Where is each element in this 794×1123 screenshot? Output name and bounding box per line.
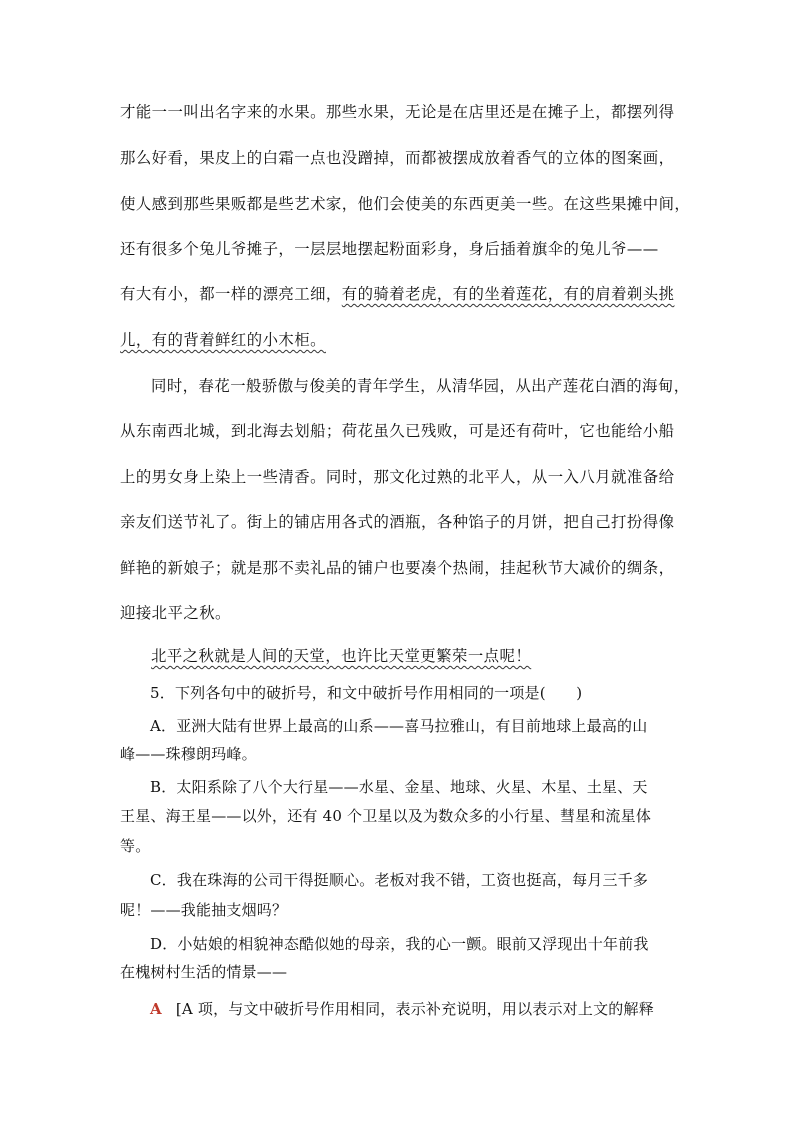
option-c: C．我在珠海的公司干得挺顺心。老板对我不错，工资也挺高，每月三千多 bbox=[150, 871, 649, 889]
passage-line: 才能一一叫出名字来的水果。那些水果，无论是在店里还是在摊子上，都摆列得 bbox=[120, 103, 675, 121]
passage-line: 还有很多个兔儿爷摊子，一层层地摆起粉面彩身，身后插着旗伞的兔儿爷—— bbox=[120, 240, 659, 258]
passage-line bbox=[120, 283, 674, 305]
passage-line: 上的男女身上染上一些清香。同时，那文化过熟的北平人，从一入八月就准备给 bbox=[120, 468, 675, 486]
underlined-phrase: 儿，有的背着鲜红的小木柜。 bbox=[120, 331, 326, 349]
underlined-phrase: 有的骑着老虎，有的坐着莲花，有的肩着剃头挑 bbox=[341, 285, 675, 303]
passage-line: 使人感到那些果贩都是些艺术家，他们会使美的东西更美一些。在这些果摊中间， bbox=[120, 195, 691, 213]
option-b-cont: 等。 bbox=[120, 837, 151, 855]
passage-line: 迎接北平之秋。 bbox=[120, 604, 231, 622]
option-d-cont: 在槐树村生活的情景—— bbox=[120, 963, 288, 981]
option-d: D．小姑娘的相貌神态酷似她的母亲，我的心一颤。眼前又浮现出十年前我 bbox=[150, 935, 649, 953]
passage-text: 有大有小，都一样的漂亮工细， bbox=[120, 285, 342, 303]
passage-line bbox=[120, 329, 326, 351]
passage-line: 鲜艳的新娘子；就是那不卖礼品的铺户也要凑个热闹，挂起秋节大减价的绸条， bbox=[120, 559, 675, 577]
option-b-cont: 王星、海王星——以外，还有 40 个卫星以及为数众多的小行星、彗星和流星体 bbox=[120, 807, 652, 825]
option-a: A．亚洲大陆有世界上最高的山系——喜马拉雅山，有目前地球上最高的山 bbox=[150, 717, 648, 735]
option-c-cont: 呢！——我能抽支烟吗？ bbox=[120, 901, 288, 919]
answer-letter: A bbox=[150, 1000, 162, 1018]
question-stem: 5．下列各句中的破折号，和文中破折号作用相同的一项是( ) bbox=[150, 684, 583, 702]
passage-line bbox=[151, 645, 531, 667]
option-a-cont: 峰——珠穆朗玛峰。 bbox=[120, 745, 257, 763]
passage-line: 那么好看，果皮上的白霜一点也没蹭掉，而都被摆成放着香气的立体的图案画， bbox=[120, 149, 675, 167]
passage-line: 亲友们送节礼了。街上的铺店用各式的酒瓶，各种馅子的月饼，把自己打扮得像 bbox=[120, 513, 675, 531]
answer-explanation: [A 项，与文中破折号作用相同，表示补充说明，用以表示对上文的解释 bbox=[175, 1000, 654, 1018]
passage-line: 同时，春花一般骄傲与俊美的青年学生，从清华园，从出产莲花白酒的海甸， bbox=[151, 377, 690, 395]
answer-line bbox=[150, 998, 654, 1020]
passage-line: 从东南西北城，到北海去划船；荷花虽久已残败，可是还有荷叶，它也能给小船 bbox=[120, 422, 675, 440]
option-b: B．太阳系除了八个大行星——水星、金星、地球、火星、木星、土星、天 bbox=[150, 778, 648, 796]
underlined-phrase: 北平之秋就是人间的天堂，也许比天堂更繁荣一点呢！ bbox=[151, 647, 532, 665]
